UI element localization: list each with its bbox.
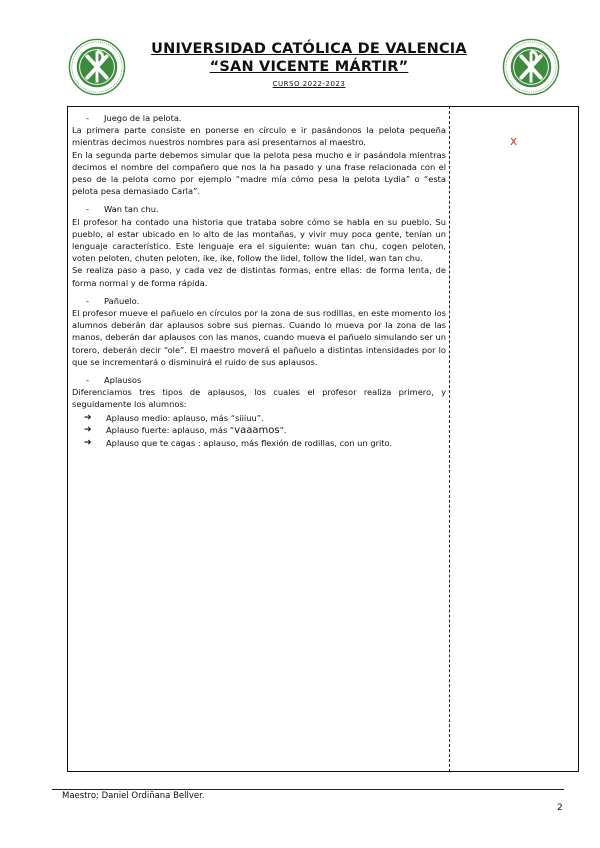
section-title: - Pañuelo. [72, 295, 446, 307]
teacher-name: Maestro: Daniel Ordiñana Bellver. [62, 791, 205, 801]
list-item: ➔ Aplauso que te cagas : aplauso, más flexión de rodillas, con un grito. [84, 438, 393, 449]
paragraph: El profesor mueve el pañuelo en círculos por la zona de sus rodillas, en este momento los alumnos deberán dar aplausos sobre sus piernas. Cuando lo mueva por la zona de las manos, deberán dar aplausos con las manos, cuando mueva el pañuelo simulando ser un torero, deberán decir “ole”. El maestro moverá el pañuelo a distintas intensidades por lo que se incrementará o disminuirá el ruido de sus aplausos. [72, 308, 446, 367]
paragraph: En la segunda parte debemos simular que la pelota pesa mucho e ir pasándola mientras decimos el nombre del compañero que nos la ha pasado y una frase relacionada con el peso de la pelota como por ejemplo “madre mía cómo pesa la pelota Lydia” o “esta pelota pesa demasiado Carla”. [72, 149, 446, 197]
arrow-right-icon: ➔ [84, 412, 92, 423]
section-title: - Wan tan chu. [72, 203, 446, 215]
applause-list [72, 412, 446, 450]
university-logo-left [68, 38, 126, 96]
university-subtitle: “SAN VICENTE MÁRTIR” [209, 59, 409, 75]
list-item: ➔ Aplauso fuerte: aplauso, más “vaaamos”. [84, 424, 287, 436]
page-number: 2 [557, 803, 563, 813]
document-header [128, 40, 490, 88]
course-year: CURSO 2022-2023 [272, 80, 346, 88]
list-item: ➔ Aplauso medio: aplauso, más “siiiuu”. [84, 412, 264, 423]
paragraph: El profesor ha contado una historia que trataba sobre cómo se habla en su pueblo. Su pueblo, al estar ubicado en lo alto de las montañas, y vivir muy poca gente, tenían un lenguaje característico. Este lenguaje era el siguiente: wuan tan chu, cogen peloten, voten peloten, chuten peloten, ike, ike, follow the lidel, follow the lidel, wan tan chu. [72, 216, 446, 264]
paragraph: Diferenciamos tres tipos de aplausos, los cuales el profesor realiza primero, y seguidamente los alumnos: [72, 387, 446, 410]
footer-divider [52, 789, 564, 790]
arrow-right-icon: ➔ [84, 424, 92, 435]
column-divider [449, 106, 450, 772]
section-title: - Aplausos [72, 374, 446, 386]
arrow-right-icon: ➔ [84, 438, 92, 449]
paragraph: Se realiza paso a paso, y cada vez de distintas formas, entre ellas: de forma lenta, de forma normal y de forma rápida. [72, 265, 446, 288]
university-title: UNIVERSIDAD CATÓLICA DE VALENCIA [151, 41, 467, 57]
paragraph: La primera parte consiste en ponerse en círculo e ir pasándonos la pelota pequeña mientras decimos nuestros nombres para así presentarnos al maestro. [72, 125, 446, 148]
activities-column [72, 112, 446, 449]
section-title: - Juego de la pelota. [72, 112, 446, 124]
university-logo-right [502, 38, 560, 96]
cross-mark: x [510, 134, 518, 148]
